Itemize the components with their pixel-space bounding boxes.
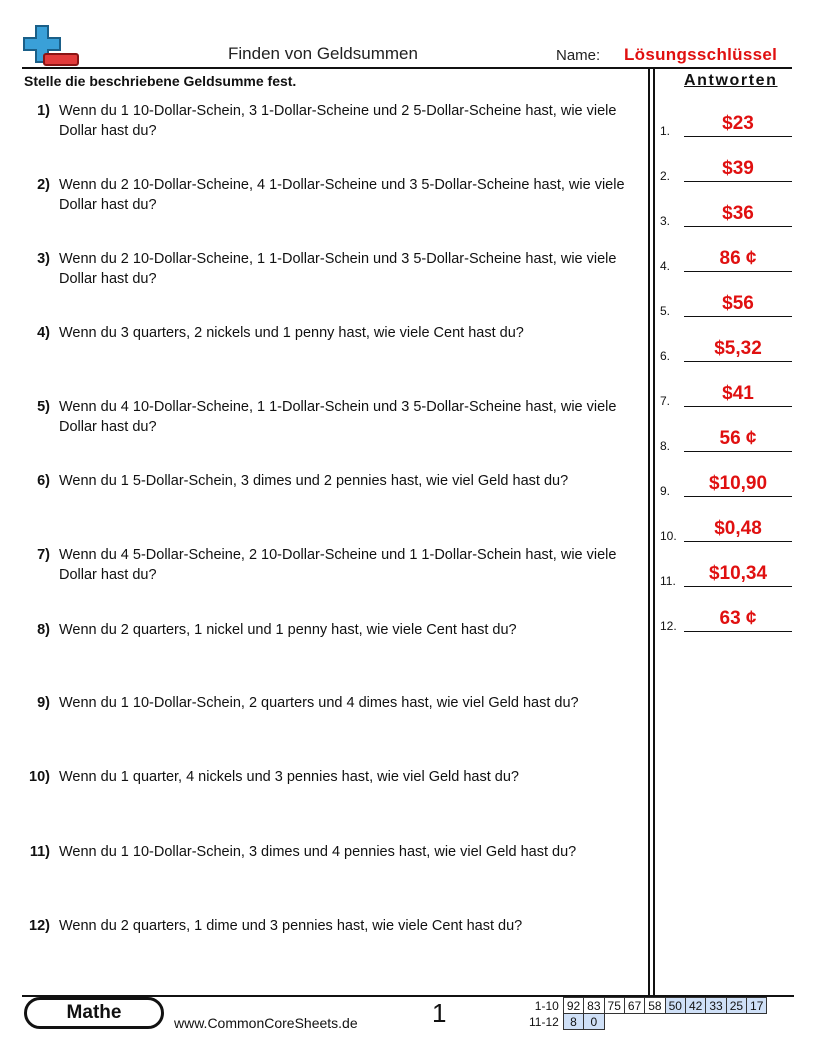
answer-line [684, 361, 792, 362]
question-number: 1) [37, 103, 50, 119]
question-item [22, 545, 632, 585]
page-number: 1 [432, 998, 447, 1028]
answer-number: 11. [660, 574, 676, 588]
answer-item [658, 155, 792, 185]
site-url: www.CommonCoreSheets.de [174, 1015, 358, 1031]
score-cell: 0 [584, 1014, 604, 1030]
score-table [526, 997, 767, 1030]
answer-item [658, 245, 792, 275]
question-item [22, 323, 632, 343]
answer-value: $39 [722, 158, 754, 179]
brand-badge: Mathe [24, 997, 164, 1029]
score-row-label: 1-10 [534, 998, 559, 1013]
answer-value: $10,34 [708, 563, 768, 584]
answer-line [684, 631, 792, 632]
answer-number: 6. [660, 349, 671, 363]
question-number: 3) [37, 251, 50, 267]
answer-item [658, 470, 792, 500]
answer-line [684, 181, 792, 182]
answer-item [658, 380, 792, 410]
answer-number: 3. [660, 214, 671, 228]
question-number: 12) [29, 918, 50, 934]
question-number: 9) [37, 695, 50, 711]
plus-minus-logo-icon [22, 24, 80, 68]
answer-line [684, 406, 792, 407]
answer-item [658, 200, 792, 230]
answer-item [658, 335, 792, 365]
answer-value: $5,32 [714, 338, 762, 359]
question-number: 5) [37, 399, 50, 415]
answer-line [684, 316, 792, 317]
answer-line [684, 541, 792, 542]
answer-value: $56 [722, 293, 754, 314]
question-number: 11) [29, 844, 50, 860]
question-text: Wenn du 4 5-Dollar-Scheine, 2 10-Dollar-Scheine und 1 1-Dollar-Schein hast, wie viele Dollar hast du? [59, 547, 617, 583]
score-cell: 75 [604, 998, 624, 1014]
answer-number: 4. [660, 259, 671, 273]
worksheet-title: Finden von Geldsummen [228, 44, 418, 63]
question-number: 2) [37, 177, 50, 193]
answer-number: 10. [660, 529, 677, 543]
answer-line [684, 226, 792, 227]
score-row [526, 998, 767, 1014]
score-cell: 42 [685, 998, 705, 1014]
score-cell: 33 [706, 998, 726, 1014]
answer-number: 2. [660, 169, 671, 183]
question-number: 7) [37, 547, 50, 563]
answers-heading: Antworten [684, 72, 778, 89]
question-item [22, 693, 632, 713]
answer-item [658, 425, 792, 455]
answer-line [684, 271, 792, 272]
question-text: Wenn du 1 10-Dollar-Schein, 3 dimes und 4 pennies hast, wie viel Geld hast du? [59, 844, 577, 860]
answer-line [684, 586, 792, 587]
score-cell: 83 [584, 998, 604, 1014]
question-text: Wenn du 1 quarter, 4 nickels und 3 pennies hast, wie viel Geld hast du? [59, 769, 519, 785]
answer-number: 1. [660, 124, 671, 138]
answer-value: 86 ¢ [719, 248, 757, 269]
answer-value: 63 ¢ [719, 608, 757, 629]
answer-value: $10,90 [708, 473, 768, 494]
answer-value: 56 ¢ [719, 428, 757, 449]
question-number: 4) [37, 325, 50, 341]
question-text: Wenn du 3 quarters, 2 nickels und 1 penny hast, wie viele Cent hast du? [59, 325, 524, 341]
question-text: Wenn du 2 10-Dollar-Scheine, 4 1-Dollar-Scheine und 3 5-Dollar-Scheine hast, wie viele Dollar hast du? [59, 177, 625, 213]
answer-value: $36 [722, 203, 754, 224]
score-cell: 50 [665, 998, 685, 1014]
answer-value: $0,48 [714, 518, 762, 539]
question-item [22, 101, 632, 141]
question-text: Wenn du 2 quarters, 1 nickel und 1 penny hast, wie viele Cent hast du? [59, 622, 517, 638]
question-text: Wenn du 2 quarters, 1 dime und 3 pennies hast, wie viele Cent hast du? [59, 918, 523, 934]
question-item [22, 842, 632, 862]
answer-number: 8. [660, 439, 671, 453]
question-text: Wenn du 2 10-Dollar-Scheine, 1 1-Dollar-Schein und 3 5-Dollar-Scheine hast, wie viele Dollar hast du? [59, 251, 617, 287]
question-item [22, 916, 632, 936]
answer-line [684, 451, 792, 452]
question-item [22, 767, 632, 787]
answer-item [658, 560, 792, 590]
question-item [22, 175, 632, 215]
score-cell: 8 [563, 1014, 583, 1030]
question-text: Wenn du 1 10-Dollar-Schein, 2 quarters und 4 dimes hast, wie viel Geld hast du? [59, 695, 579, 711]
score-row-label: 11-12 [529, 1014, 559, 1029]
column-divider [648, 68, 650, 996]
answer-line [684, 136, 792, 137]
column-divider [653, 68, 655, 996]
header-rule [22, 67, 792, 69]
answer-line [684, 496, 792, 497]
answer-number: 5. [660, 304, 671, 318]
score-cell: 17 [747, 998, 767, 1014]
answer-item [658, 605, 792, 635]
question-item [22, 249, 632, 289]
answer-number: 7. [660, 394, 671, 408]
answer-key-title: Lösungsschlüssel [624, 45, 778, 64]
question-text: Wenn du 1 10-Dollar-Schein, 3 1-Dollar-Scheine und 2 5-Dollar-Scheine hast, wie viele Dollar hast du? [59, 103, 617, 139]
score-cell: 25 [726, 998, 746, 1014]
question-text: Wenn du 1 5-Dollar-Schein, 3 dimes und 2 pennies hast, wie viel Geld hast du? [59, 473, 569, 489]
score-cell: 58 [645, 998, 665, 1014]
answer-item [658, 290, 792, 320]
question-item [22, 471, 632, 491]
question-number: 10) [29, 769, 50, 785]
instructions: Stelle die beschriebene Geldsumme fest. [24, 73, 297, 89]
answer-item [658, 515, 792, 545]
answer-value: $41 [722, 383, 754, 404]
score-cell: 92 [563, 998, 583, 1014]
score-row [526, 1014, 767, 1030]
answer-number: 9. [660, 484, 671, 498]
name-label: Name: [556, 47, 601, 64]
question-item [22, 397, 632, 437]
question-number: 8) [37, 622, 50, 638]
question-item [22, 620, 632, 640]
answer-number: 12. [660, 619, 677, 633]
answer-item [658, 110, 792, 140]
score-cell: 67 [624, 998, 644, 1014]
question-text: Wenn du 4 10-Dollar-Scheine, 1 1-Dollar-Schein und 3 5-Dollar-Scheine hast, wie viele Dollar hast du? [59, 399, 617, 435]
answer-value: $23 [722, 113, 754, 134]
question-number: 6) [37, 473, 50, 489]
